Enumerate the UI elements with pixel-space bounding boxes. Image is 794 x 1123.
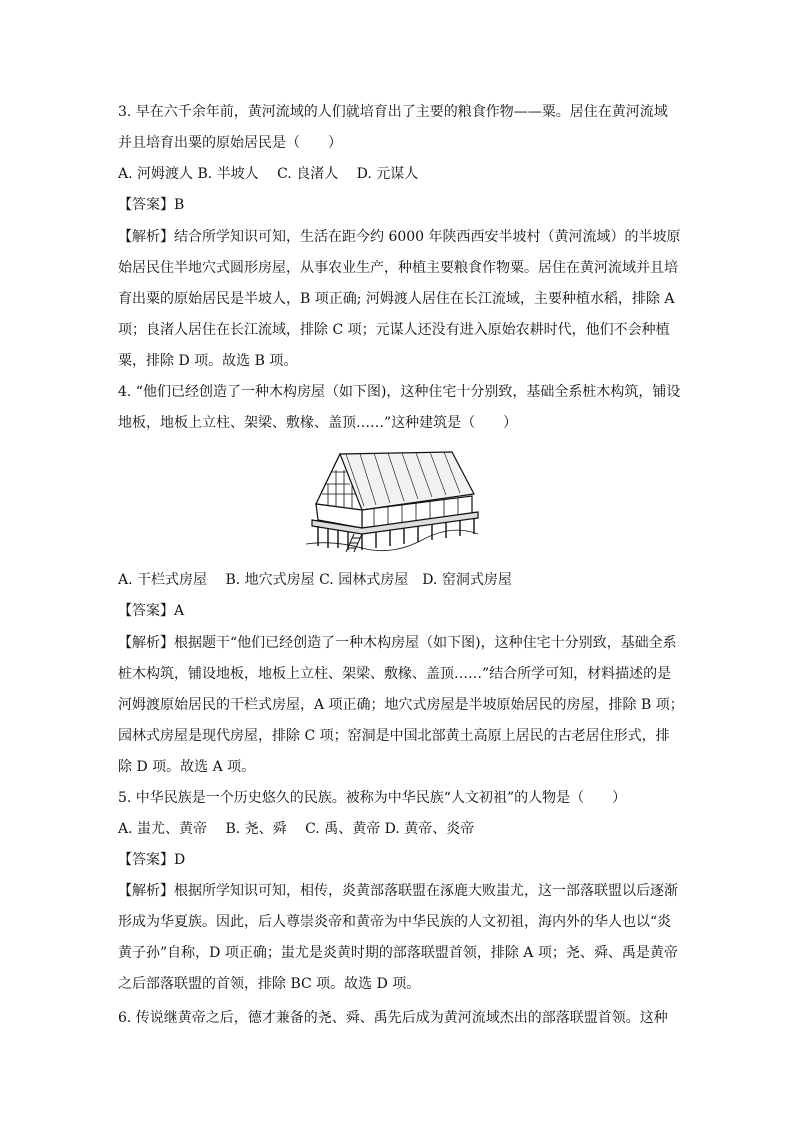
q4-analysis-line-5: 除 D 项。故选 A 项。 [118,759,256,775]
q3-stem-line-1: 3. 早在六千余年前，黄河流域的人们就培育出了主要的粮食作物——粟。居住在黄河流域 [118,104,668,120]
q5-options: A. 蚩尤、黄帝 B. 尧、舜 C. 禹、黄帝 D. 黄帝、炎帝 [118,821,475,837]
q4-analysis-line-3: 河姆渡原始居民的干栏式房屋，A 项正确；地穴式房屋是半坡原始居民的房屋，排除 B 项； [118,697,684,713]
q3-analysis-line-3: 育出粟的原始居民是半坡人，B 项正确; 河姆渡人居住在长江流域，主要种植水稻，排除 A [118,291,675,307]
q4-answer: 【答案】A [118,603,185,619]
q4-stem-line-1: 4. “他们已经创造了一种木构房屋（如下图)，这种住宅十分别致，基础全系桩木构筑，铺设 [118,384,681,400]
q4-analysis-line-2: 桩木构筑，铺设地板，地板上立柱、架梁、敷椽、盖顶……”结合所学可知，材料描述的是 [118,666,672,682]
q3-options: A. 河姆渡人 B. 半坡人 C. 良渚人 D. 元谋人 [118,166,419,182]
q5-analysis-line-2: 形成为华夏族。因此，后人尊崇炎帝和黄帝为中华民族的人文初祖，海内外的华人也以“炎 [118,914,672,930]
q4-analysis-line-4: 园林式房屋是现代房屋，排除 C 项；窑洞是中国北部黄土高原上居民的古老居住形式，排 [118,728,670,744]
q5-analysis-line-4: 之后部落联盟的首领，排除 BC 项。故选 D 项。 [118,976,421,992]
q4-analysis-line-1: 【解析】根据题干“他们已经创造了一种木构房屋（如下图)，这种住宅十分别致，基础全系 [118,635,677,651]
q3-analysis-line-1: 【解析】结合所学知识可知，生活在距今约 6000 年陕西西安半坡村（黄河流域）的半坡原 [118,229,681,245]
q3-stem-line-2: 并且培育出粟的原始居民是（ ） [118,135,342,151]
q3-analysis-line-5: 粟，排除 D 项。故选 B 项。 [118,353,298,369]
q6-stem-line-1: 6. 传说继黄帝之后，德才兼备的尧、舜、禹先后成为黄河流域杰出的部落联盟首领。这种 [118,1010,668,1026]
q4-stem-line-2: 地板，地板上立柱、架梁、敷椽、盖顶……”这种建筑是（ ） [118,415,518,431]
q5-analysis-line-3: 黄子孙”自称，D 项正确；蚩尤是炎黄时期的部落联盟首领，排除 A 项；尧、舜、禹是黄帝 [118,945,678,961]
stilt-house-illustration [302,448,480,552]
q3-answer: 【答案】B [118,197,185,213]
q3-analysis-line-2: 始居民住半地穴式圆形房屋，从事农业生产，种植主要粮食作物粟。居住在黄河流域并且培 [118,260,678,276]
q5-analysis-line-1: 【解析】根据所学知识可知，相传，炎黄部落联盟在涿鹿大败蚩尤，这一部落联盟以后逐渐 [118,883,678,899]
q5-stem-line-1: 5. 中华民族是一个历史悠久的民族。被称为中华民族“人文初祖”的人物是（ ） [118,790,627,806]
q4-options: A. 干栏式房屋 B. 地穴式房屋 C. 园林式房屋 D. 窑洞式房屋 [118,572,512,588]
q3-analysis-line-4: 项；良渚人居住在长江流域，排除 C 项；元谋人还没有进入原始农耕时代，他们不会种植 [118,322,670,338]
q5-answer: 【答案】D [118,852,186,868]
